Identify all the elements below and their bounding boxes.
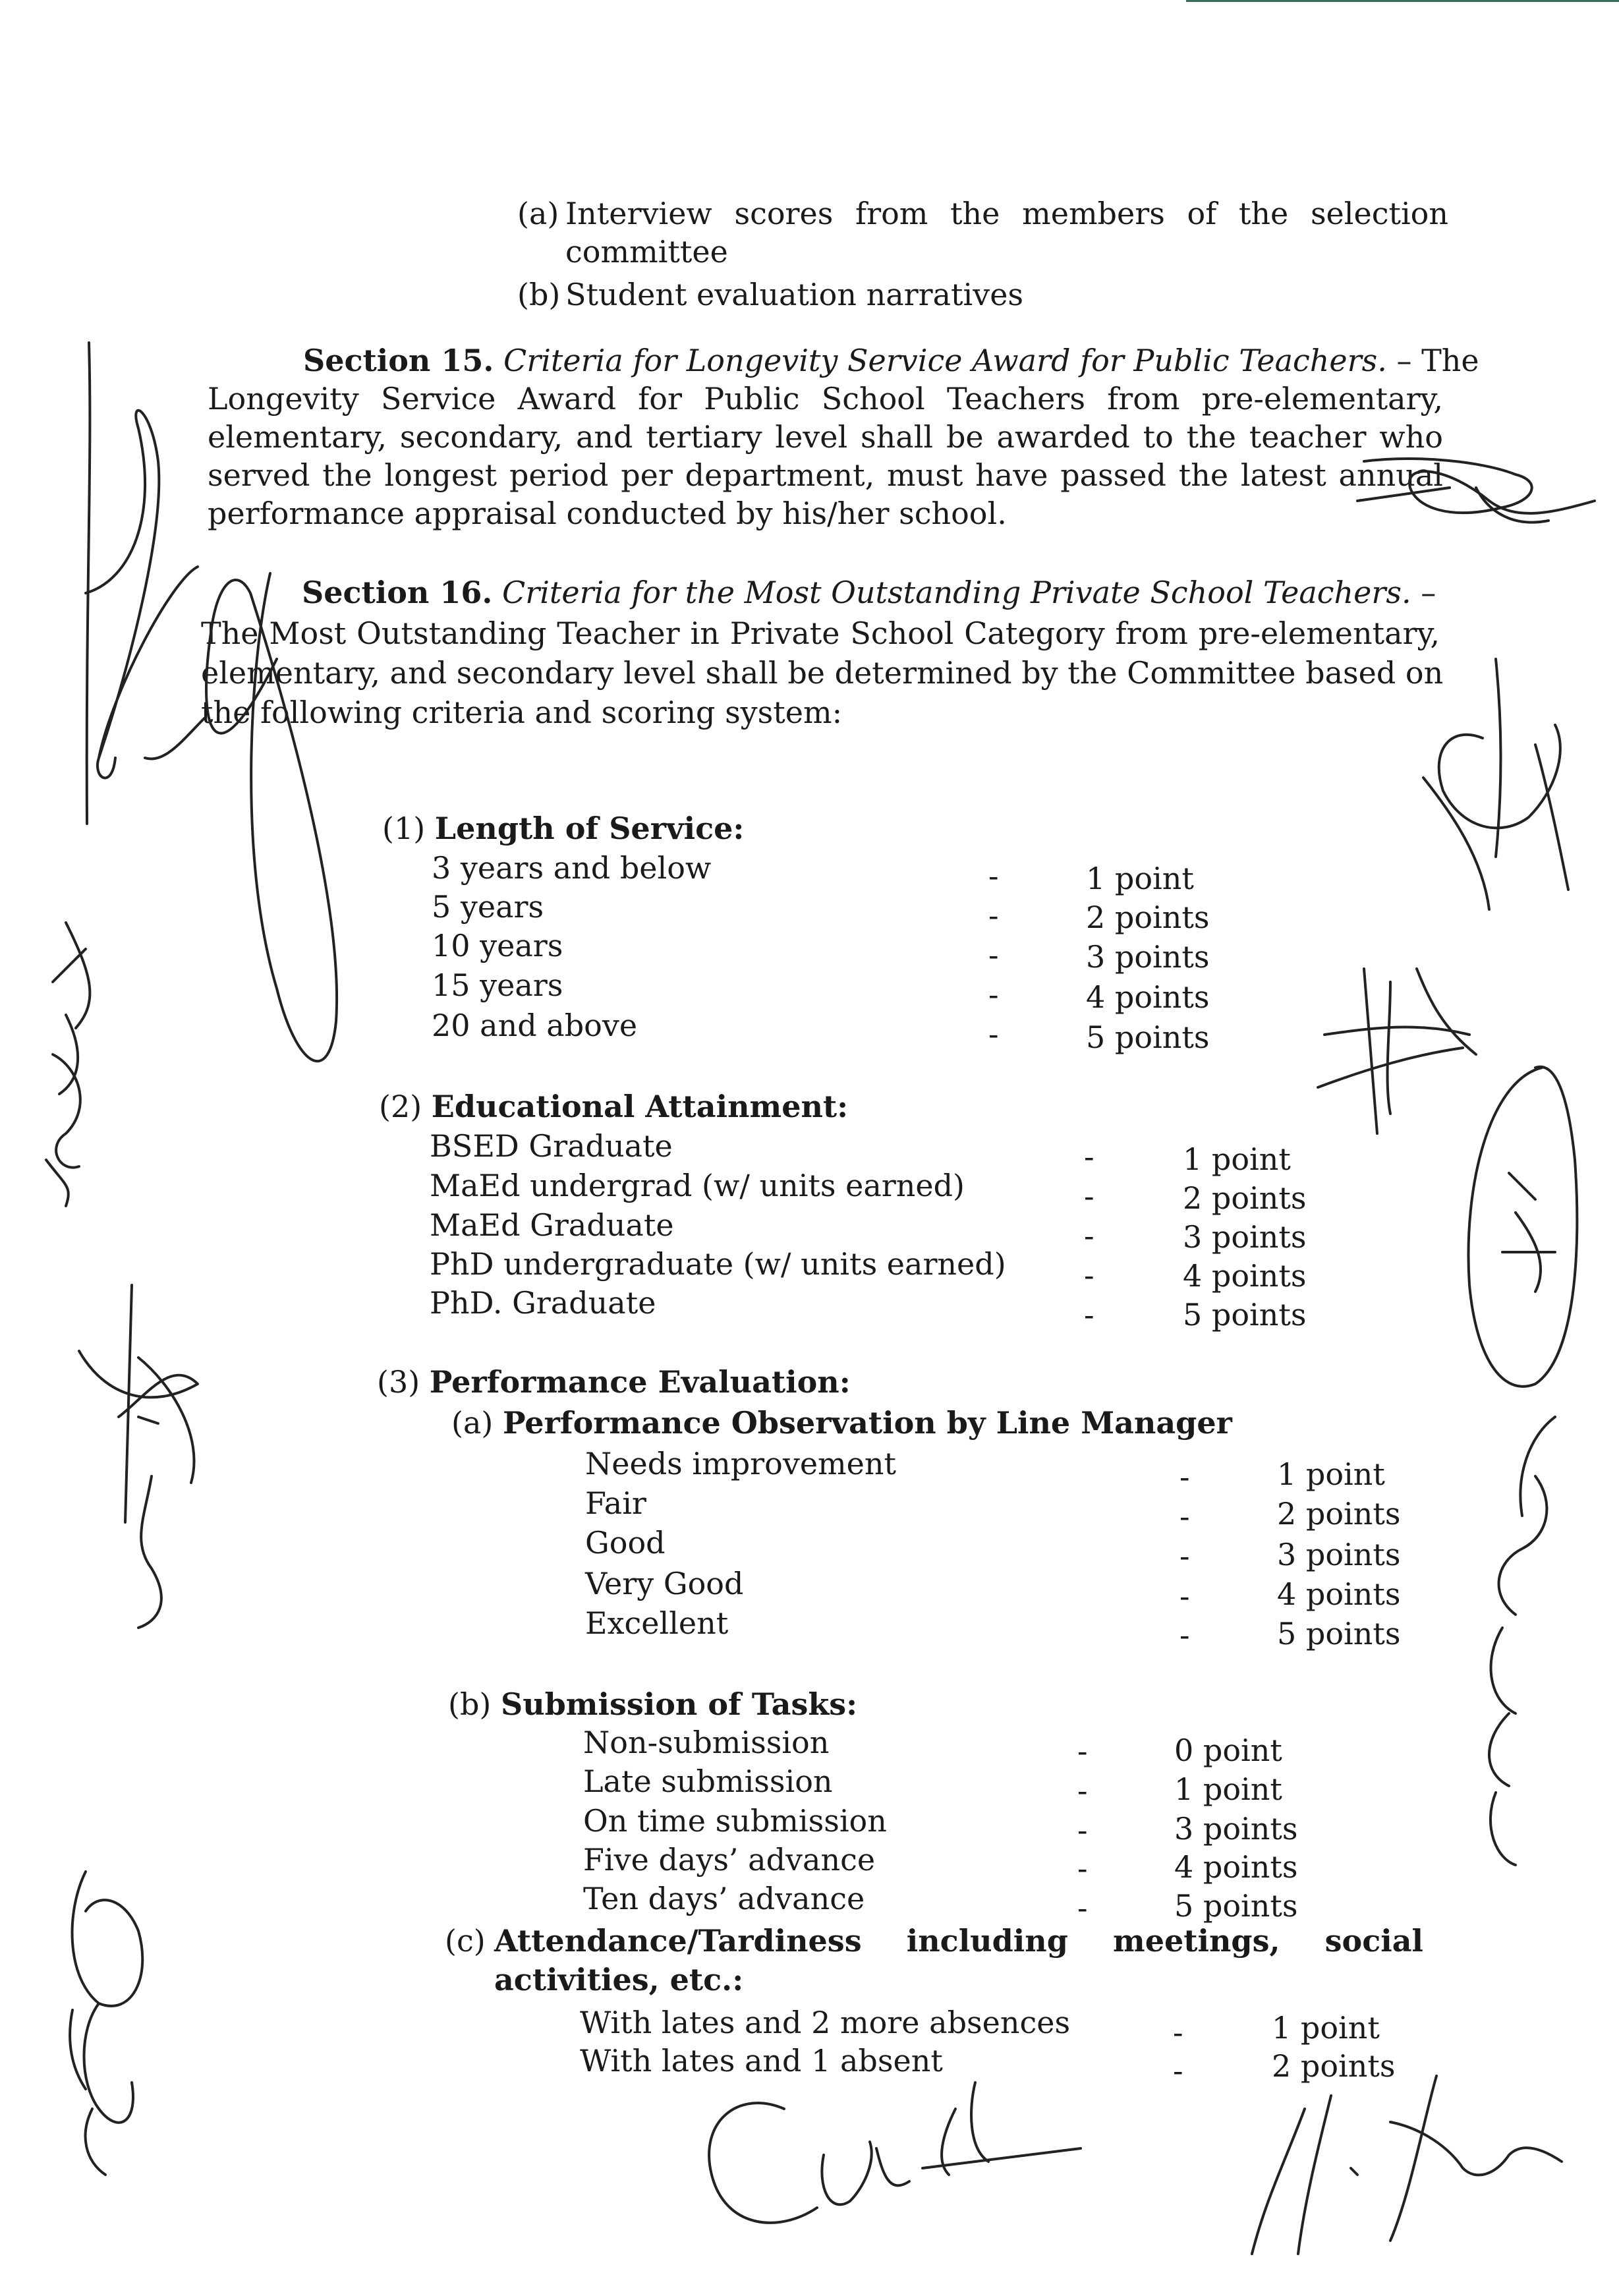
observation-row-4-points: 4 points <box>1277 1576 1401 1612</box>
tasks-row-4-dash: - <box>1077 1851 1088 1886</box>
section-16-lead: – <box>1421 575 1436 610</box>
tasks-row-2-item: Late submission <box>583 1764 833 1799</box>
tasks-row-1-dash: - <box>1077 1733 1088 1769</box>
length-row-5-points: 5 points <box>1086 1019 1210 1055</box>
section-16-title: Criteria for the Most Outstanding Private School Teachers. <box>502 575 1411 610</box>
education-row-3-item: MaEd Graduate <box>430 1207 674 1243</box>
length-row-5-item: 20 and above <box>432 1008 638 1043</box>
observation-row-3-points: 3 points <box>1277 1537 1401 1572</box>
observation-row-2-points: 2 points <box>1277 1496 1401 1532</box>
tasks-row-5-dash: - <box>1077 1890 1088 1926</box>
observation-row-4-dash: - <box>1179 1578 1190 1614</box>
length-row-1-dash: - <box>988 858 999 894</box>
signature-right-sec15 <box>1357 459 1595 522</box>
observation-row-1-points: 1 point <box>1277 1456 1385 1492</box>
tasks-row-3-points: 3 points <box>1174 1811 1298 1847</box>
intro-item-a-text: Interview scores from the members of the selection <box>565 196 1448 231</box>
section-15-line-3: served the longest period per department, must have passed the latest annual <box>208 457 1443 493</box>
education-row-2-item: MaEd undergrad (w/ units earned) <box>430 1168 965 1203</box>
signature-bottom-right <box>1252 2076 1562 2254</box>
length-row-3-points: 3 points <box>1086 939 1210 975</box>
tasks-row-3-item: On time submission <box>583 1803 887 1839</box>
attendance-row-1-points: 1 point <box>1272 2010 1380 2046</box>
section-16-heading: Section 16. <box>302 575 493 610</box>
observation-row-5-dash: - <box>1179 1617 1190 1653</box>
tasks-row-4-points: 4 points <box>1174 1849 1298 1885</box>
observation-row-4-item: Very Good <box>585 1566 744 1601</box>
section-15-line-1: Longevity Service Award for Public School Teachers from pre-elementary, <box>208 381 1443 416</box>
criteria-education-label: (2) <box>379 1089 422 1124</box>
section-15-heading: Section 15. <box>303 343 494 378</box>
observation-row-2-item: Fair <box>585 1485 646 1521</box>
signature-right-vertical <box>1423 659 1568 909</box>
attendance-title-line-2: activities, etc.: <box>494 1962 744 1997</box>
section-16-line-1: The Most Outstanding Teacher in Private School Category from pre-elementary, <box>201 616 1440 651</box>
tasks-row-3-dash: - <box>1077 1812 1088 1848</box>
tasks-row-4-item: Five days’ advance <box>583 1842 876 1878</box>
criteria-education-title: Educational Attainment: <box>431 1089 849 1124</box>
observation-row-2-dash: - <box>1179 1499 1190 1534</box>
attendance-row-2-dash: - <box>1173 2053 1183 2088</box>
section-15-title: Criteria for Longevity Service Award for Public Teachers. <box>503 343 1387 378</box>
education-row-5-dash: - <box>1084 1297 1094 1333</box>
criteria-length-label: (1) <box>382 811 426 846</box>
signature-right-spiral <box>1489 1417 1555 1865</box>
education-row-4-points: 4 points <box>1183 1258 1307 1294</box>
length-row-2-dash: - <box>988 898 999 933</box>
tasks-row-2-dash: - <box>1077 1773 1088 1808</box>
attendance-title-line-1: Attendance/Tardiness including meetings, social <box>494 1923 1423 1959</box>
education-row-5-item: PhD. Graduate <box>430 1285 656 1321</box>
signature-left-large <box>86 343 337 1061</box>
tasks-row-1-points: 0 point <box>1174 1733 1282 1768</box>
tasks-row-2-points: 1 point <box>1174 1771 1282 1807</box>
attendance-row-1-dash: - <box>1173 2015 1183 2050</box>
length-row-5-dash: - <box>988 1016 999 1052</box>
length-row-4-dash: - <box>988 977 999 1012</box>
section-16-line-3: the following criteria and scoring system: <box>201 695 843 730</box>
length-row-4-item: 15 years <box>432 967 563 1003</box>
length-row-2-points: 2 points <box>1086 900 1210 935</box>
observation-row-1-dash: - <box>1179 1459 1190 1495</box>
section-15-line-2: elementary, secondary, and tertiary level shall be awarded to the teacher who <box>208 419 1443 455</box>
observation-row-5-points: 5 points <box>1277 1616 1401 1651</box>
education-row-4-item: PhD undergraduate (w/ units earned) <box>430 1246 1006 1282</box>
tasks-row-1-item: Non-submission <box>583 1725 830 1760</box>
tasks-title: Submission of Tasks: <box>500 1686 858 1722</box>
intro-item-a-label: (a) <box>517 196 559 231</box>
attendance-label: (c) <box>445 1923 486 1959</box>
observation-label: (a) <box>451 1405 494 1441</box>
signature-right-cross <box>1318 969 1476 1134</box>
length-row-1-points: 1 point <box>1086 861 1194 896</box>
signature-left-swirl <box>70 1872 142 2175</box>
length-row-2-item: 5 years <box>432 889 544 925</box>
intro-item-b-label: (b) <box>517 277 561 312</box>
education-row-3-points: 3 points <box>1183 1219 1307 1255</box>
intro-item-b-text: Student evaluation narratives <box>565 277 1024 312</box>
education-row-2-points: 2 points <box>1183 1180 1307 1216</box>
signature-nicolas <box>46 923 90 1206</box>
observation-row-3-dash: - <box>1179 1538 1190 1574</box>
education-row-3-dash: - <box>1084 1218 1094 1253</box>
criteria-performance-title: Performance Evaluation: <box>429 1364 851 1400</box>
signature-left-star <box>79 1285 198 1628</box>
attendance-row-2-points: 2 points <box>1272 2048 1396 2084</box>
education-row-1-points: 1 point <box>1183 1141 1291 1177</box>
section-16-line-2: elementary, and secondary level shall be determined by the Committee based on <box>201 655 1444 691</box>
section-15-lead: – The <box>1396 343 1479 378</box>
tasks-label: (b) <box>448 1686 492 1722</box>
tasks-row-5-item: Ten days’ advance <box>583 1881 865 1916</box>
attendance-row-2-item: With lates and 1 absent <box>580 2043 943 2079</box>
tasks-row-5-points: 5 points <box>1174 1888 1298 1924</box>
education-row-5-points: 5 points <box>1183 1297 1307 1333</box>
attendance-row-1-item: With lates and 2 more absences <box>580 2005 1071 2040</box>
signature-right-oval <box>1468 1067 1577 1387</box>
section-15-line-4: performance appraisal conducted by his/her school. <box>208 496 1007 531</box>
length-row-3-item: 10 years <box>432 928 563 963</box>
education-row-1-item: BSED Graduate <box>430 1128 673 1164</box>
length-row-1-item: 3 years and below <box>432 850 712 886</box>
length-row-4-points: 4 points <box>1086 979 1210 1015</box>
signature-bottom-center <box>709 2082 1081 2223</box>
education-row-1-dash: - <box>1084 1139 1094 1174</box>
criteria-length-title: Length of Service: <box>434 811 745 846</box>
education-row-2-dash: - <box>1084 1178 1094 1214</box>
observation-title: Performance Observation by Line Manager <box>502 1405 1232 1441</box>
observation-row-3-item: Good <box>585 1525 666 1561</box>
length-row-3-dash: - <box>988 937 999 973</box>
observation-row-5-item: Excellent <box>585 1605 729 1641</box>
criteria-performance-label: (3) <box>377 1364 420 1400</box>
observation-row-1-item: Needs improvement <box>585 1446 896 1481</box>
intro-item-a-cont: committee <box>565 234 728 270</box>
education-row-4-dash: - <box>1084 1257 1094 1293</box>
